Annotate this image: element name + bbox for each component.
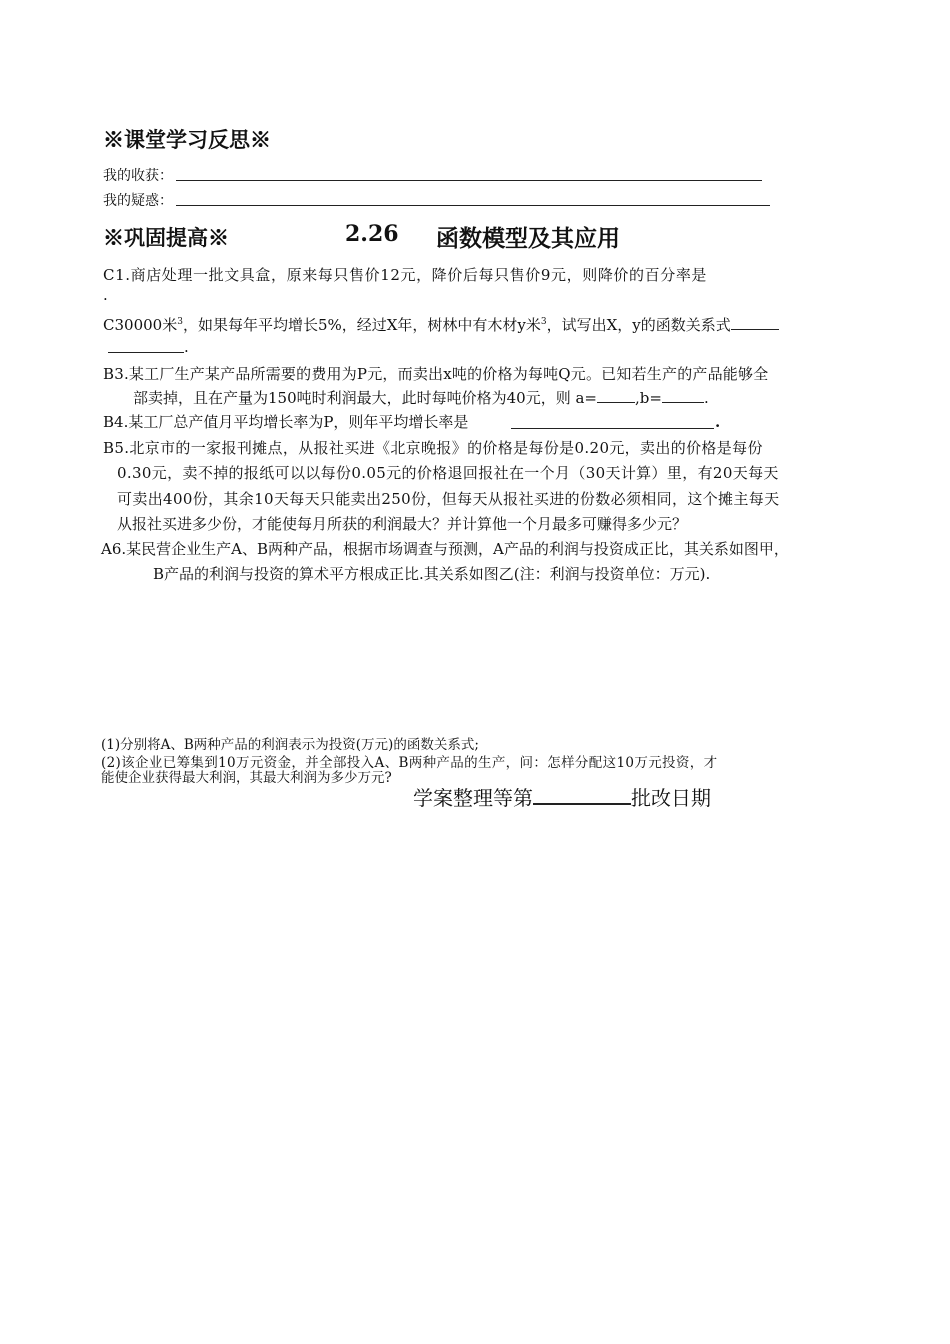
question-c2-part-a: C30000米 — [103, 316, 178, 334]
question-c2-part-c: ，试写出X，y的函数关系式 — [546, 316, 731, 334]
gain-label: 我的收获： — [103, 168, 173, 184]
b3-answer-a-blank[interactable] — [597, 390, 635, 403]
gain-answer-line[interactable] — [176, 180, 762, 181]
question-b5-line1: B5.北京市的一家报刊摊点，从报社买进《北京晚报》的价格是每份是0.20元，卖出的价格是每份 — [103, 439, 763, 457]
question-c2-line1 — [103, 314, 779, 335]
question-b5-line3: 可卖出400份，其余10天每天只能卖出250份，但每天从报社买进的份数必须相同，这个摊主每天 — [117, 490, 780, 508]
question-b3-part-b: ,b= — [635, 389, 662, 407]
question-b3-line1: B3.某工厂生产某产品所需要的费用为P元，而卖出x吨的价格为每吨Q元。已知若生产的产品能够全 — [103, 365, 769, 383]
question-b5-line2: 0.30元，卖不掉的报纸可以以每份0.05元的价格退回报社在一个月（30天计算）里，有20天每天 — [117, 464, 779, 482]
cubic-superscript: 3 — [540, 317, 547, 327]
question-b4-line — [103, 411, 468, 432]
question-b4-text: B4.某工厂总产值月平均增长率为P，则年平均增长率是 — [103, 413, 469, 431]
question-c1-line1: C1.商店处理一批文具盒，原来每只售价12元，降价后每只售价9元，则降价的百分率是 — [103, 266, 708, 284]
question-a6-sub2-line2: 能使企业获得最大利润，其最大利润为多少万元? — [101, 770, 392, 786]
organizer-grade-label: 学案整理等第 — [413, 786, 533, 810]
question-b3-part-c: . — [703, 389, 709, 407]
organizer-grade-blank[interactable] — [533, 785, 631, 805]
reflection-heading: ※课堂学习反思※ — [103, 127, 271, 152]
lesson-title: 函数模型及其应用 — [436, 225, 620, 252]
question-b3-part-a: 部卖掉，且在产量为150吨时利润最大，此时每吨价格为40元，则 a= — [133, 389, 597, 407]
consolidation-heading: ※巩固提高※ — [103, 225, 229, 250]
question-a6-line2: B产品的利润与投资的算术平方根成正比.其关系如图乙(注：利润与投资单位：万元). — [153, 565, 711, 583]
question-a6-sub2-line1: (2)该企业已筹集到10万元资金，并全部投入A、B两种产品的生产，问：怎样分配这10万元投资，才 — [101, 755, 718, 771]
c2-answer-blank-cont[interactable] — [108, 352, 184, 353]
review-date-label: 批改日期 — [631, 786, 711, 810]
lesson-number: 2.26 — [345, 221, 399, 247]
question-c2-line2-end: . — [184, 338, 189, 356]
footer-line — [413, 782, 711, 811]
question-b5-line4: 从报社买进多少份，才能使每月所获的利润最大？并计算他一个月最多可赚得多少元？ — [117, 515, 688, 533]
question-b3-line2 — [133, 387, 709, 408]
doubt-label: 我的疑惑： — [103, 193, 173, 209]
question-c1-line2: . — [103, 286, 108, 304]
question-a6-sub1: (1)分别将A、B两种产品的利润表示为投资(万元)的函数关系式; — [101, 737, 479, 753]
question-a6-line1: A6.某民营企业生产A、B两种产品，根据市场调查与预测，A产品的利润与投资成正比，其关系如图甲， — [101, 540, 789, 558]
c2-answer-blank[interactable] — [731, 317, 779, 330]
question-c2-part-b: ，如果每年平均增长5%，经过X年，树林中有木材y米 — [182, 316, 541, 334]
question-b4-end: . — [715, 413, 721, 431]
cubic-superscript: 3 — [177, 317, 183, 327]
b4-answer-blank[interactable] — [511, 428, 714, 429]
b3-answer-b-blank[interactable] — [662, 390, 704, 403]
doubt-answer-line[interactable] — [176, 205, 770, 206]
